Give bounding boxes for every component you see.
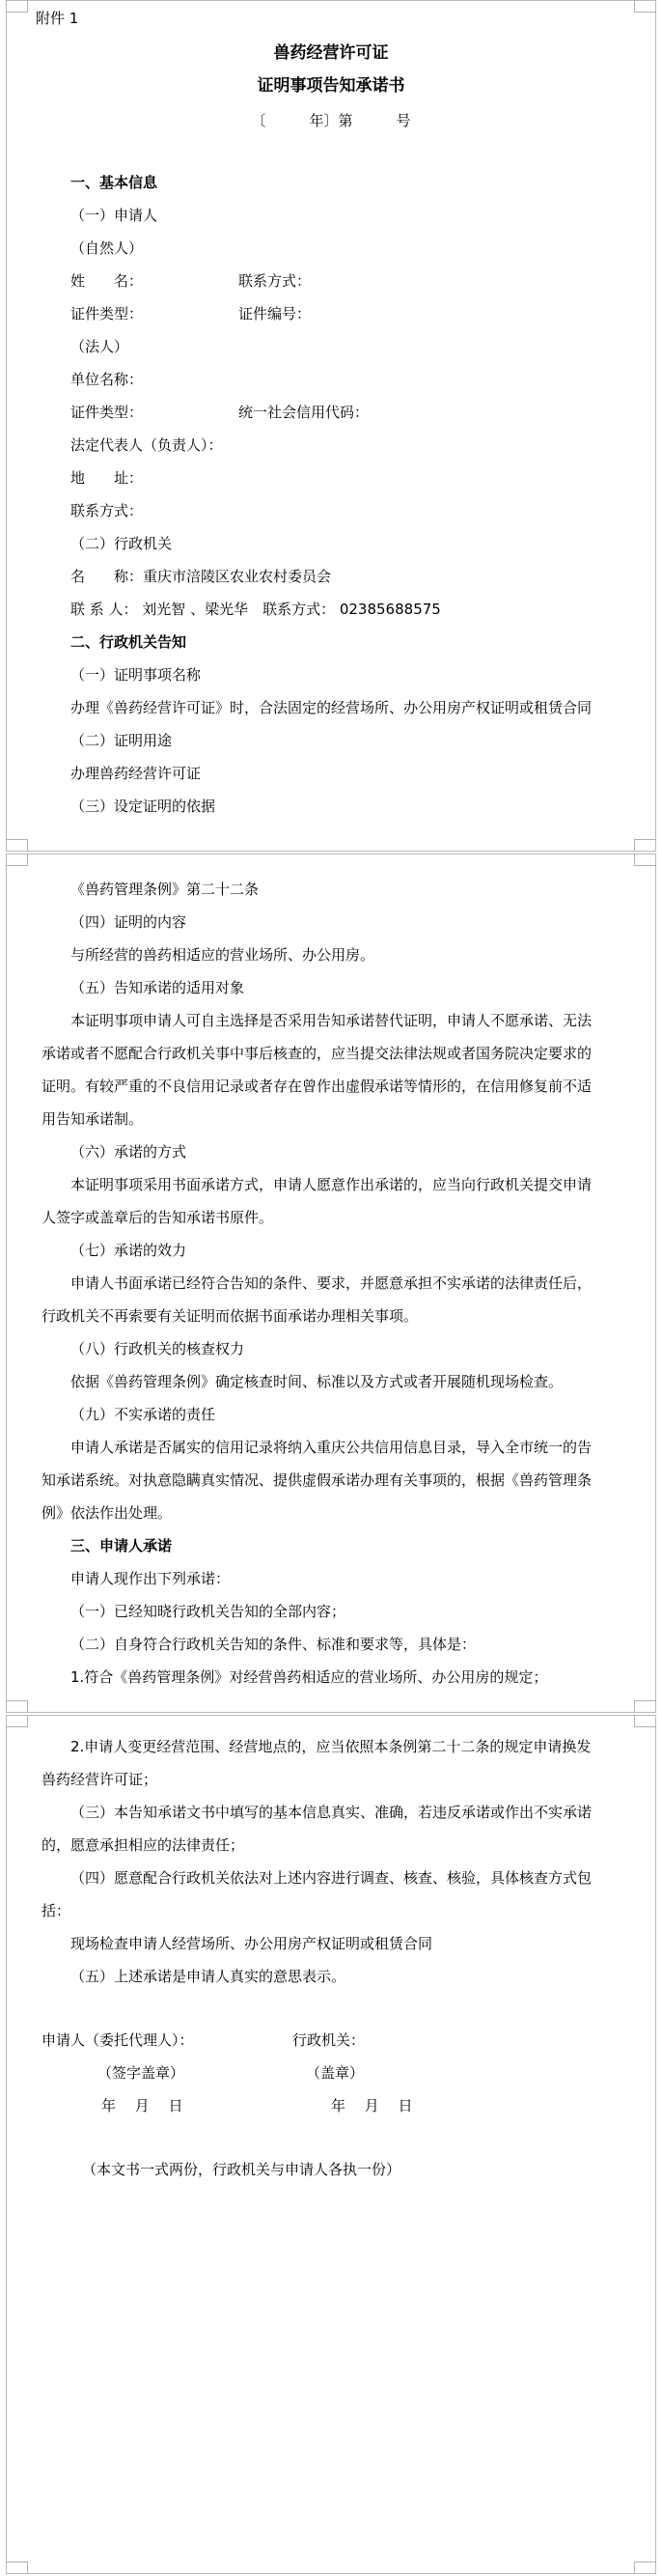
section-basic-info: 一、基本信息 <box>70 174 158 191</box>
commitment-item: （一）已经知晓行政机关告知的全部内容； <box>70 1603 346 1620</box>
agency-seal-hint: （盖章） <box>306 2064 365 2082</box>
page-corner-mark <box>634 839 656 852</box>
page-corner-mark <box>6 839 28 852</box>
org-contact-field-label: 联系方式： <box>70 502 144 519</box>
page-corner-mark <box>634 1700 656 1713</box>
item-body-line: 行政机关不再索要有关证明而依据书面承诺办理相关事项。 <box>41 1307 419 1325</box>
org-id-type-field-label: 证件类型： <box>70 404 144 421</box>
commitment-subitem-line: 兽药经营许可证； <box>41 1771 158 1788</box>
legal-person-label: （法人） <box>70 338 129 355</box>
name-field-label: 姓 名： <box>70 272 144 290</box>
item-body-line: 申请人承诺是否属实的信用记录将纳入重庆公共信用信息目录，导入全市统一的告 <box>70 1439 593 1456</box>
item-title: （九）不实承诺的责任 <box>70 1406 216 1423</box>
applicant-date: 年 月 日 <box>101 2097 183 2114</box>
org-name-field-label: 单位名称： <box>70 371 144 388</box>
natural-person-label: （自然人） <box>70 239 144 257</box>
page-corner-mark <box>6 0 28 13</box>
commitment-subitem: 1.符合《兽药管理条例》对经营兽药相适应的营业场所、办公用房的规定； <box>70 1668 548 1686</box>
page-corner-mark <box>6 2562 28 2574</box>
subsection-applicant: （一）申请人 <box>70 207 158 224</box>
item-body-line: 证明。有较严重的不良信用记录或者存在曾作出虚假承诺等情形的，在信用修复前不适 <box>41 1078 593 1095</box>
agency-contact: 联 系 人： 刘光智 、梁光华 联系方式： 02385688575 <box>70 601 441 618</box>
commitment-intro: 申请人现作出下列承诺： <box>70 1570 231 1587</box>
document-page-3 <box>6 1715 656 2574</box>
item-title: （五）告知承诺的适用对象 <box>70 979 245 996</box>
commitment-subitem-line: 2.申请人变更经营范围、经营地点的，应当依照本条例第二十二条的规定申请换发 <box>70 1738 592 1755</box>
item-body: 依据《兽药管理条例》确定核查时间、标准以及方式或者开展随机现场检查。 <box>70 1373 564 1390</box>
commitment-item: （二）自身符合行政机关告知的条件、标准和要求等，具体是： <box>70 1636 477 1653</box>
attachment-label: 附件 1 <box>36 10 79 27</box>
document-title: 兽药经营许可证 <box>273 43 389 63</box>
agency-date: 年 月 日 <box>331 2097 413 2114</box>
item-body-line: 本证明事项申请人可自主选择是否采用告知承诺替代证明，申请人不愿承诺、无法 <box>70 1012 593 1029</box>
page-corner-mark <box>6 1700 28 1713</box>
page-corner-mark <box>634 2562 656 2574</box>
item-title: （二）证明用途 <box>70 732 173 749</box>
page-corner-mark <box>634 0 656 13</box>
item-body-line: 申请人书面承诺已经符合告知的条件、要求，并愿意承担不实承诺的法律责任后， <box>70 1274 593 1292</box>
commitment-item-line: （三）本告知承诺文书中填写的基本信息真实、准确，若违反承诺或作出不实承诺 <box>70 1804 593 1821</box>
page-corner-mark <box>634 854 656 866</box>
contact-field-label: 联系方式： <box>238 272 312 290</box>
commitment-item-line: 的，愿意承担相应的法律责任； <box>41 1836 245 1854</box>
item-body-line: 知承诺系统。对执意隐瞒真实情况、提供虚假承诺办理有关事项的，根据《兽药管理条 <box>41 1471 593 1489</box>
id-type-field-label: 证件类型： <box>70 305 144 322</box>
page-corner-mark <box>6 1715 28 1727</box>
subsection-agency: （二）行政机关 <box>70 535 173 552</box>
document-footnote: （本文书一式两份，行政机关与申请人各执一份） <box>82 2161 401 2178</box>
section-applicant-commitment: 三、申请人承诺 <box>70 1537 173 1554</box>
agency-name: 名 称：重庆市涪陵区农业农村委员会 <box>70 568 332 585</box>
page-corner-mark <box>6 854 28 866</box>
item-title: （六）承诺的方式 <box>70 1143 187 1161</box>
address-field-label: 地 址： <box>70 469 144 487</box>
item-body: 办理兽药经营许可证 <box>70 765 202 782</box>
document-subtitle: 证明事项告知承诺书 <box>257 76 405 96</box>
commitment-item-line: （四）愿意配合行政机关依法对上述内容进行调查、核查、核验，具体核查方式包 <box>70 1869 593 1887</box>
item-title: （三）设定证明的依据 <box>70 798 216 815</box>
item-body: 《兽药管理条例》第二十二条 <box>70 881 260 898</box>
item-title: （八）行政机关的核查权力 <box>70 1340 245 1358</box>
commitment-item: （五）上述承诺是申请人真实的意思表示。 <box>70 1968 346 1985</box>
item-body: 与所经营的兽药相适应的营业场所、办公用房。 <box>70 946 375 964</box>
id-number-field-label: 证件编号： <box>238 305 312 322</box>
item-body-line: 承诺或者不愿配合行政机关事中事后核查的，应当提交法律法规或者国务院决定要求的 <box>41 1045 593 1062</box>
item-title: （七）承诺的效力 <box>70 1242 187 1259</box>
legal-rep-field-label: 法定代表人（负责人）： <box>70 436 223 454</box>
applicant-signature-label: 申请人（委托代理人）： <box>41 2031 194 2049</box>
document-page-1 <box>6 0 656 852</box>
item-body-line: 本证明事项采用书面承诺方式，申请人愿意作出承诺的，应当向行政机关提交申请 <box>70 1176 593 1193</box>
page-corner-mark <box>634 1715 656 1727</box>
commitment-item-line: 括： <box>41 1902 71 1919</box>
item-body-line: 人签字或盖章后的告知承诺书原件。 <box>41 1209 274 1226</box>
agency-signature-label: 行政机关： <box>292 2031 366 2049</box>
verification-method: 现场检查申请人经营场所、办公用房产权证明或租赁合同 <box>70 1935 433 1952</box>
item-title: （一）证明事项名称 <box>70 666 202 684</box>
document-page-2 <box>6 854 656 1713</box>
item-body-line: 例》依法作出处理。 <box>41 1504 173 1522</box>
item-body: 办理《兽药经营许可证》时，合法固定的经营场所、办公用房产权证明或租赁合同 <box>70 699 593 716</box>
section-agency-notice: 二、行政机关告知 <box>70 633 187 651</box>
credit-code-field-label: 统一社会信用代码： <box>238 404 370 421</box>
item-title: （四）证明的内容 <box>70 913 187 931</box>
applicant-sign-hint: （签字盖章） <box>97 2064 185 2082</box>
document-number: 〔 年〕第 号 <box>251 112 411 129</box>
item-body-line: 用告知承诺制。 <box>41 1110 144 1128</box>
